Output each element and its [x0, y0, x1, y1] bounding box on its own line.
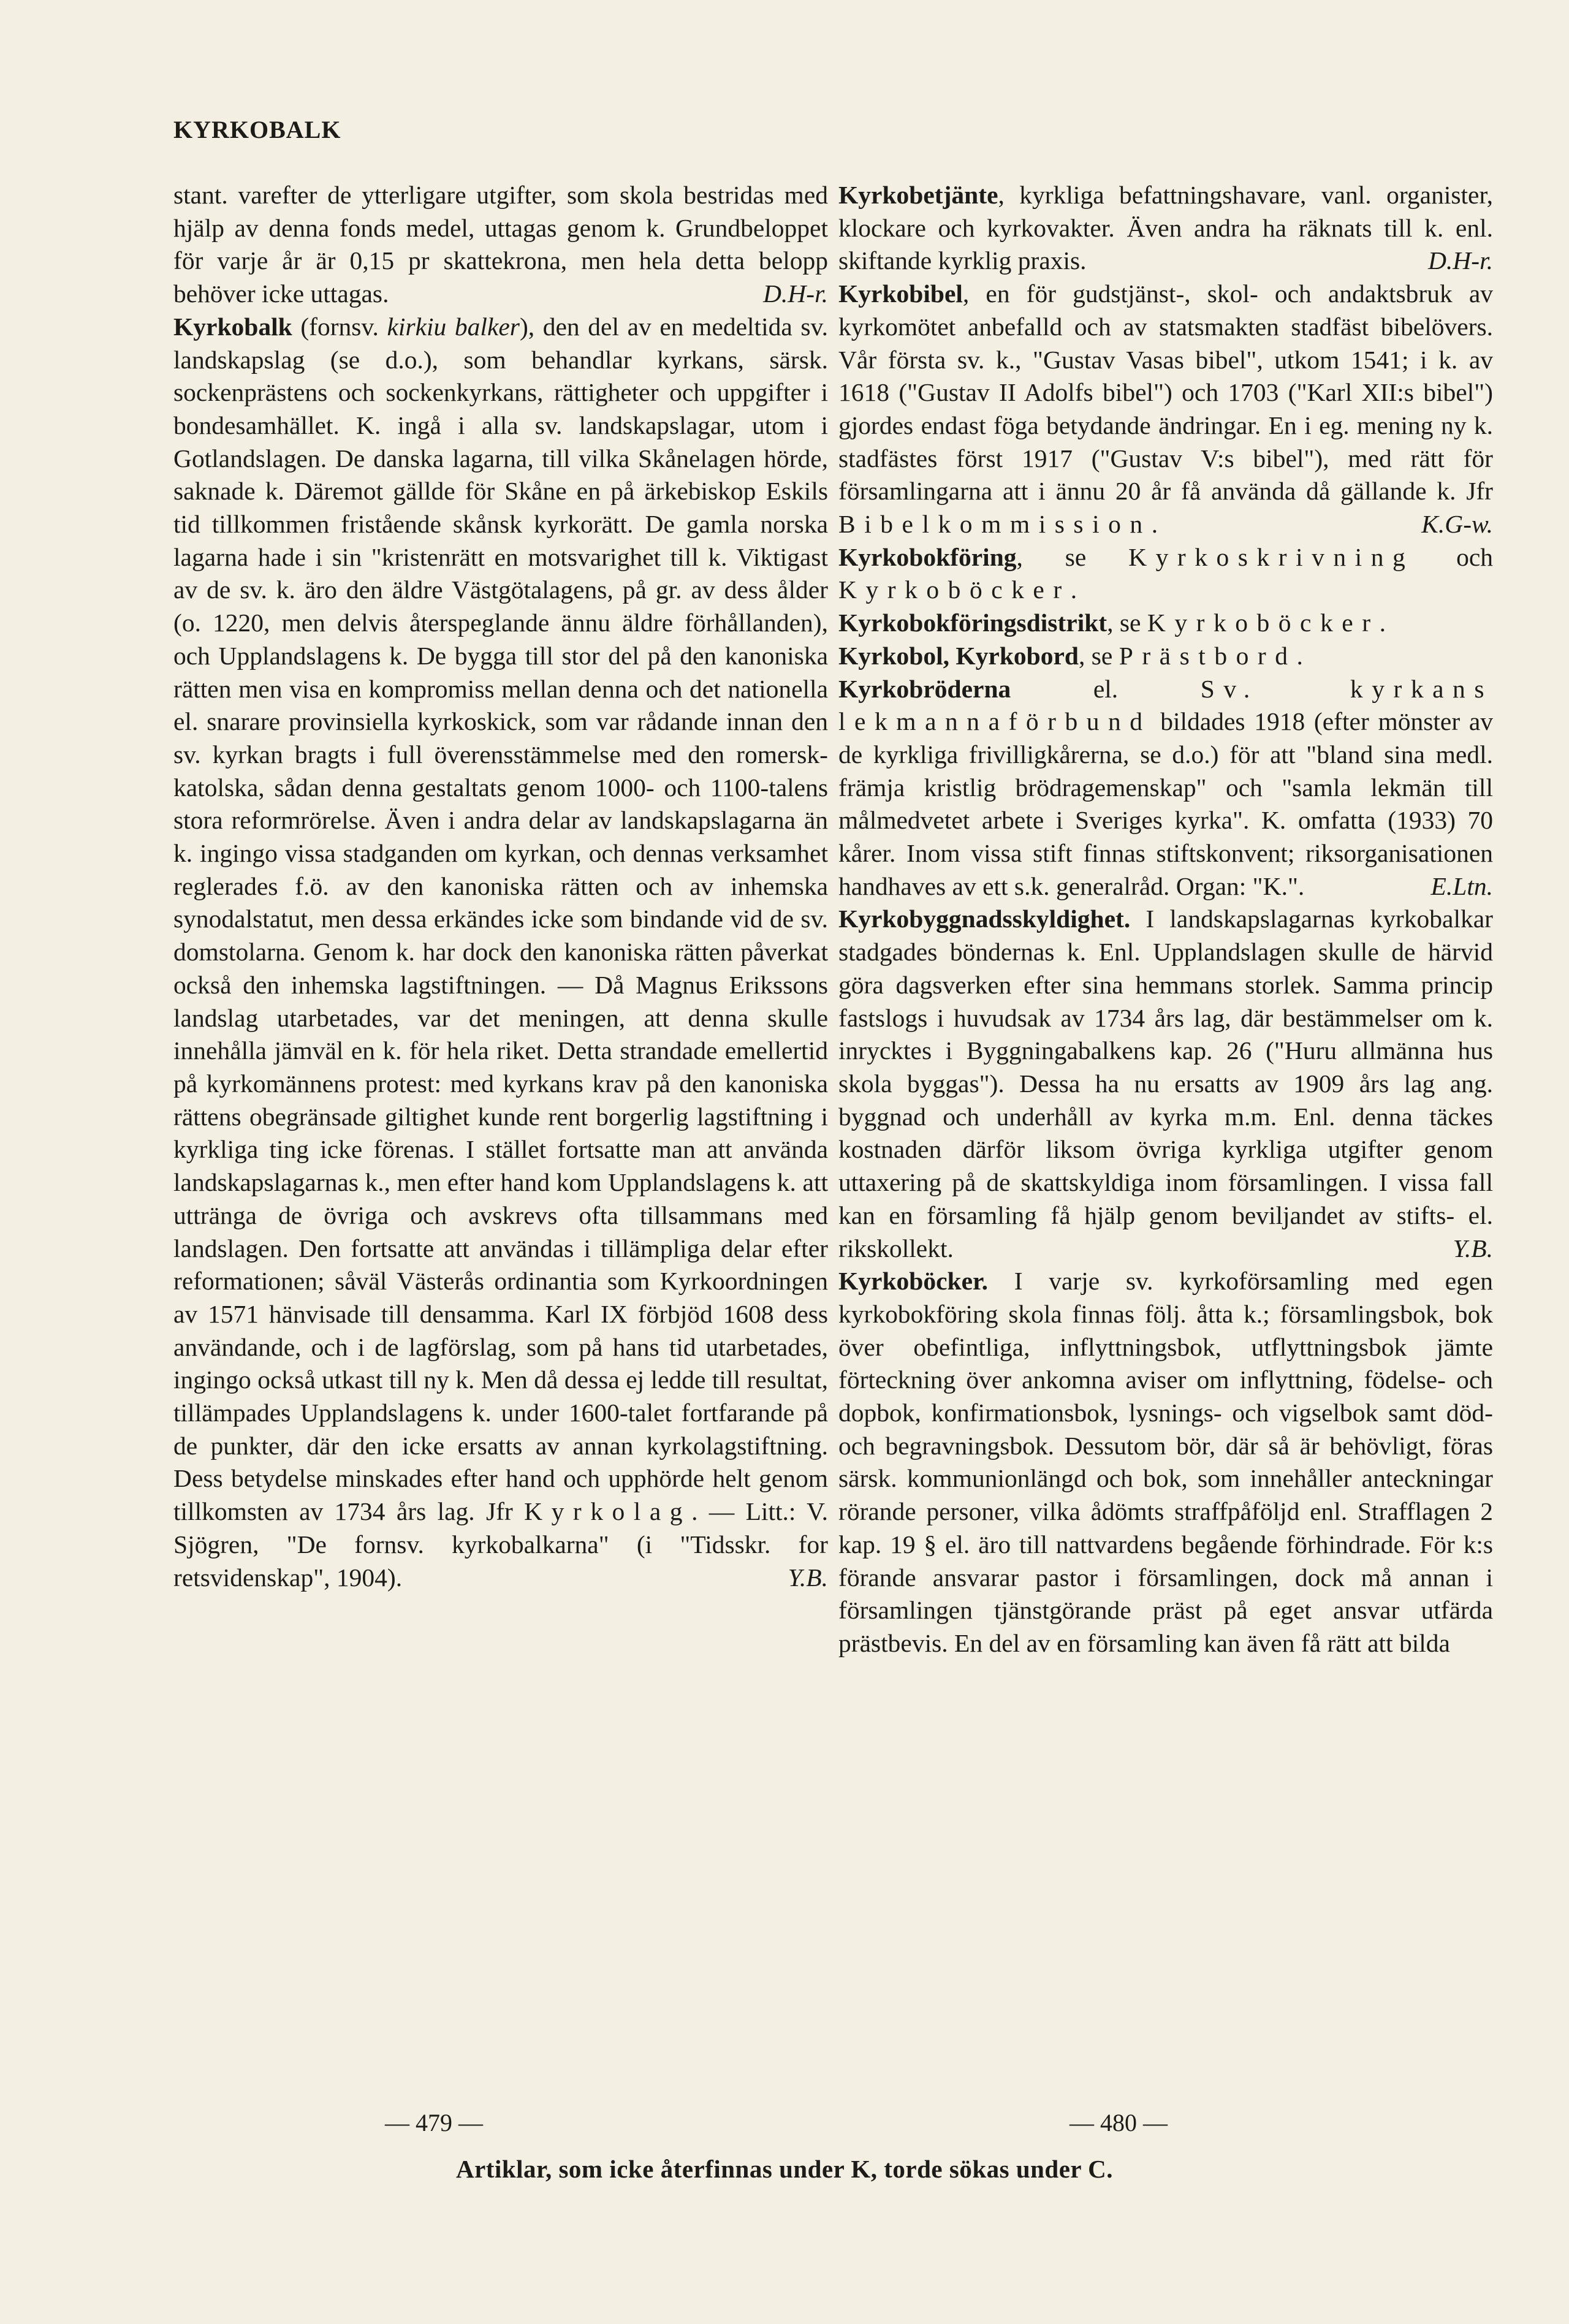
author-signature: K.G-w. [1421, 510, 1493, 539]
entry-kyrkobroderna [838, 673, 1493, 903]
author-signature: Y.B. [1453, 1234, 1493, 1263]
entry-text: stant. varefter de ytterligare utgifter, som skola bestridas med hjälp av denna fonds medel, uttagas genom k. Grundbeloppet för varje år är 0,15 pr skattekrona, men hela detta belopp behöver icke uttagas. [173, 181, 828, 308]
entry-text: (fornsv. [292, 312, 387, 341]
entry-italic: kirkiu balker [387, 312, 520, 341]
entry-text: el. [1011, 674, 1201, 703]
entry-text: . [1151, 510, 1158, 539]
entry-headword: Kyrkobröderna [838, 674, 1011, 703]
continuation-paragraph [173, 179, 828, 311]
entry-text: , se [1016, 542, 1129, 571]
entry-text: , se [1079, 641, 1119, 670]
page-number-right: — 480 — [1069, 2109, 1168, 2136]
footer-note: Artiklar, som icke återfinnas under K, torde sökas under C. [455, 2155, 1114, 2183]
entry-headword: Kyrkobyggnadsskyldighet. [838, 905, 1131, 933]
cross-reference: Bibelkommission [838, 510, 1152, 539]
spaced-term: Sv. kyrkans lekmannaförbund [838, 674, 1493, 736]
entry-kyrkobokforingsdistrikt [838, 607, 1493, 640]
running-head: KYRKOBALK [173, 116, 341, 143]
cross-reference: Kyrkoböcker [1147, 609, 1380, 637]
author-signature: E.Ltn. [1430, 872, 1493, 900]
entry-headword: Kyrkobol, Kyrkobord [838, 641, 1079, 670]
cross-reference: Kyrkolag [524, 1497, 692, 1526]
entry-text: och [1414, 542, 1494, 571]
author-signature: D.H-r. [762, 279, 828, 308]
entry-kyrkobocker [838, 1265, 1493, 1660]
cross-reference: Kyrkoböcker [838, 575, 1071, 604]
entry-headword: Kyrkobalk [173, 312, 292, 341]
entry-kyrkobol [838, 640, 1493, 673]
entry-text: ), den del av en medeltida sv. landskapslag (se d.o.), som behandlar kyrkans, särsk. sockenprästens och sockenkyrkans, rättigheter och uppgifter i bondesamhället. K. ingå i alla sv. landskapslagar, utom i Gotlandslagen. De danska lagarna, till vilka Skånelagen hörde, saknade k. Däremot gällde för Skåne en på ärkebiskop Eskils tid tillkommen fristående skånsk kyrkorätt. De gamla norska lagarna hade i sin "kristenrätt en motsvarighet till k. Viktigast av de sv. k. äro den äldre Västgötalagens, på gr. av dess ålder (o. 1220, men delvis återspeglande ännu äldre förhållanden), och Upplandslagens k. De bygga till stor del på den kanoniska rätten men visa en kompromiss mellan denna och det nationella el. snarare provinsiella kyrkoskick, som var rådande innan den sv. kyrkan bragts i full överensstämmelse med den romersk-katolska, sådan denna gestaltats genom 1000- och 1100-talens stora reformrörelse. Även i andra delar av landskapslagarna än k. ingingo vissa stadganden om kyrkan, och dennas verksamhet reglerades f.ö. av den kanoniska rätten och av inhemska synodalstatut, men dessa erkändes icke som bindande vid de sv. domstolarna. Genom k. har dock den kanoniska rätten påverkat också den inhemska lagstiftningen. — Då Magnus Erikssons landslag utarbetades, var det meningen, att denna skulle innehålla jämväl en k. för hela riket. Detta strandade emellertid på kyrkomännens protest: med kyrkans krav på den kanoniska rättens obegränsade giltighet kunde rent borgerlig lagstiftning i kyrkliga ting icke förenas. I stället fortsatte man att använda landskapslagarnas k., men efter hand kom Upplandslagens k. att uttränga de övriga och avskrevs ofta tillsammans med landslagen. Den fortsatte att användas i tillämpliga delar efter reformationen; såväl Västerås ordinantia som Kyrkoordningen av 1571 hänvisade till densamma. Karl IX förbjöd 1608 dess användande, och i de lagförslag, som på hans tid utarbetades, ingingo också utkast till ny k. Men då dessa ej ledde till resultat, tillämpades Upplandslagens k. under 1600-talet fortfarande på de punkter, där den icke ersatts av annan kyrkolagstiftning. Dess betydelse minskades efter hand och upphörde helt genom tillkomsten av 1734 års lag. Jfr [173, 312, 828, 1526]
entry-text: I landskapslagarnas kyrkobalkar stadgades böndernas k. Enl. Upplandslagen skulle de härvid göra dagsverken efter sina hemmans storlek. Samma princip fastslogs i huvudsak av 1734 års lag, där bestämmelser om k. inrycktes i Byggningabalkens kap. 26 ("Huru allmänna hus skola byggas"). Dessa ha nu ersatts av 1909 års lag ang. byggnad och underhåll av kyrka m.m. Enl. denna täckes kostnaden därför liksom övriga kyrkliga utgifter genom uttaxering på de skattskyldiga inom församlingen. I vissa fall kan en församling få hjälp genom beviljandet av stifts- el. rikskollekt. [838, 905, 1493, 1263]
page-number-left: — 479 — [385, 2109, 483, 2136]
entry-text: , kyrkliga befattningshavare, vanl. organister, klockare och kyrkovakter. Även andra ha räknats till k. enl. skiftande kyrklig praxis. [838, 181, 1493, 275]
left-column [173, 179, 828, 1594]
author-signature: D.H-r. [1427, 246, 1493, 275]
cross-reference: Prästbord [1119, 641, 1297, 670]
entry-kyrkobetjante [838, 179, 1493, 278]
entry-headword: Kyrkobokföring [838, 542, 1017, 571]
cross-reference: Kyrkoskrivning [1128, 542, 1415, 571]
entry-headword: Kyrkoböcker. [838, 1267, 989, 1296]
entry-text: , se [1107, 609, 1147, 637]
entry-text: . — Litt.: V. Sjögren, "De fornsv. kyrkobalkarna" (i "Tidsskr. for retsvidenskap", 1904). [173, 1497, 828, 1592]
entry-kyrkobyggnadsskyldighet [838, 903, 1493, 1265]
right-column [838, 179, 1493, 1660]
entry-kyrkobalk [173, 311, 828, 1594]
entry-headword: Kyrkobibel [838, 279, 963, 308]
entry-headword: Kyrkobetjänte [838, 181, 998, 209]
entry-text: . [1379, 609, 1386, 637]
entry-text: bildades 1918 (efter mönster av de kyrkliga frivilligkårerna, se d.o.) för att "bland sina medl. främja kristlig brödragemenskap" och "samla lekmän till målmedvetet arbete i Sveriges kyrka". K. omfatta (1933) 70 kårer. Inom vissa stift finnas stiftskonvent; riksorganisationen handhaves av ett s.k. generalråd. Organ: "K.". [838, 707, 1493, 900]
entry-text: I varje sv. kyrkoförsamling med egen kyrkobokföring skola finnas följ. åtta k.; församlingsbok, bok över obefintliga, inflyttningsbok, utflyttningsbok jämte förteckning över ankomna aviser om inflyttning, födelse- och dopbok, konfirmationsbok, lysnings- och vigselbok samt död- och begravningsbok. Dessutom bör, där så är behövligt, föras särsk. kommunionlängd och bok, som innehåller anteckningar rörande personer, vilka ådömts straffpåföljd enl. Strafflagen 2 kap. 19 § el. äro till nattvardens begående förhindrade. För k:s förande ansvarar pastor i församlingen, dock må annan i församlingen tjänstgörande präst på eget ansvar utfärda prästbevis. En del av en församling kan även få rätt att bilda [838, 1267, 1493, 1657]
entry-headword: Kyrkobokföringsdistrikt [838, 609, 1107, 637]
entry-text: , en för gudstjänst-, skol- och andaktsbruk av kyrkomötet anbefalld och av statsmakten stadfäst bibelövers. Vår första sv. k., "Gustav Vasas bibel", utkom 1541; i k. av 1618 ("Gustav II Adolfs bibel") och 1703 ("Karl XII:s bibel") gjordes endast föga betydande ändringar. En i eg. mening ny k. stadfästes först 1917 ("Gustav V:s bibel"), med rätt för församlingarna att i ännu 20 år få använda då gällande k. Jfr [838, 279, 1493, 506]
entry-text: . [1296, 641, 1303, 670]
entry-kyrkobibel [838, 278, 1493, 541]
entry-text: . [1070, 575, 1077, 604]
author-signature: Y.B. [788, 1563, 828, 1592]
entry-kyrkobokforing [838, 541, 1493, 607]
